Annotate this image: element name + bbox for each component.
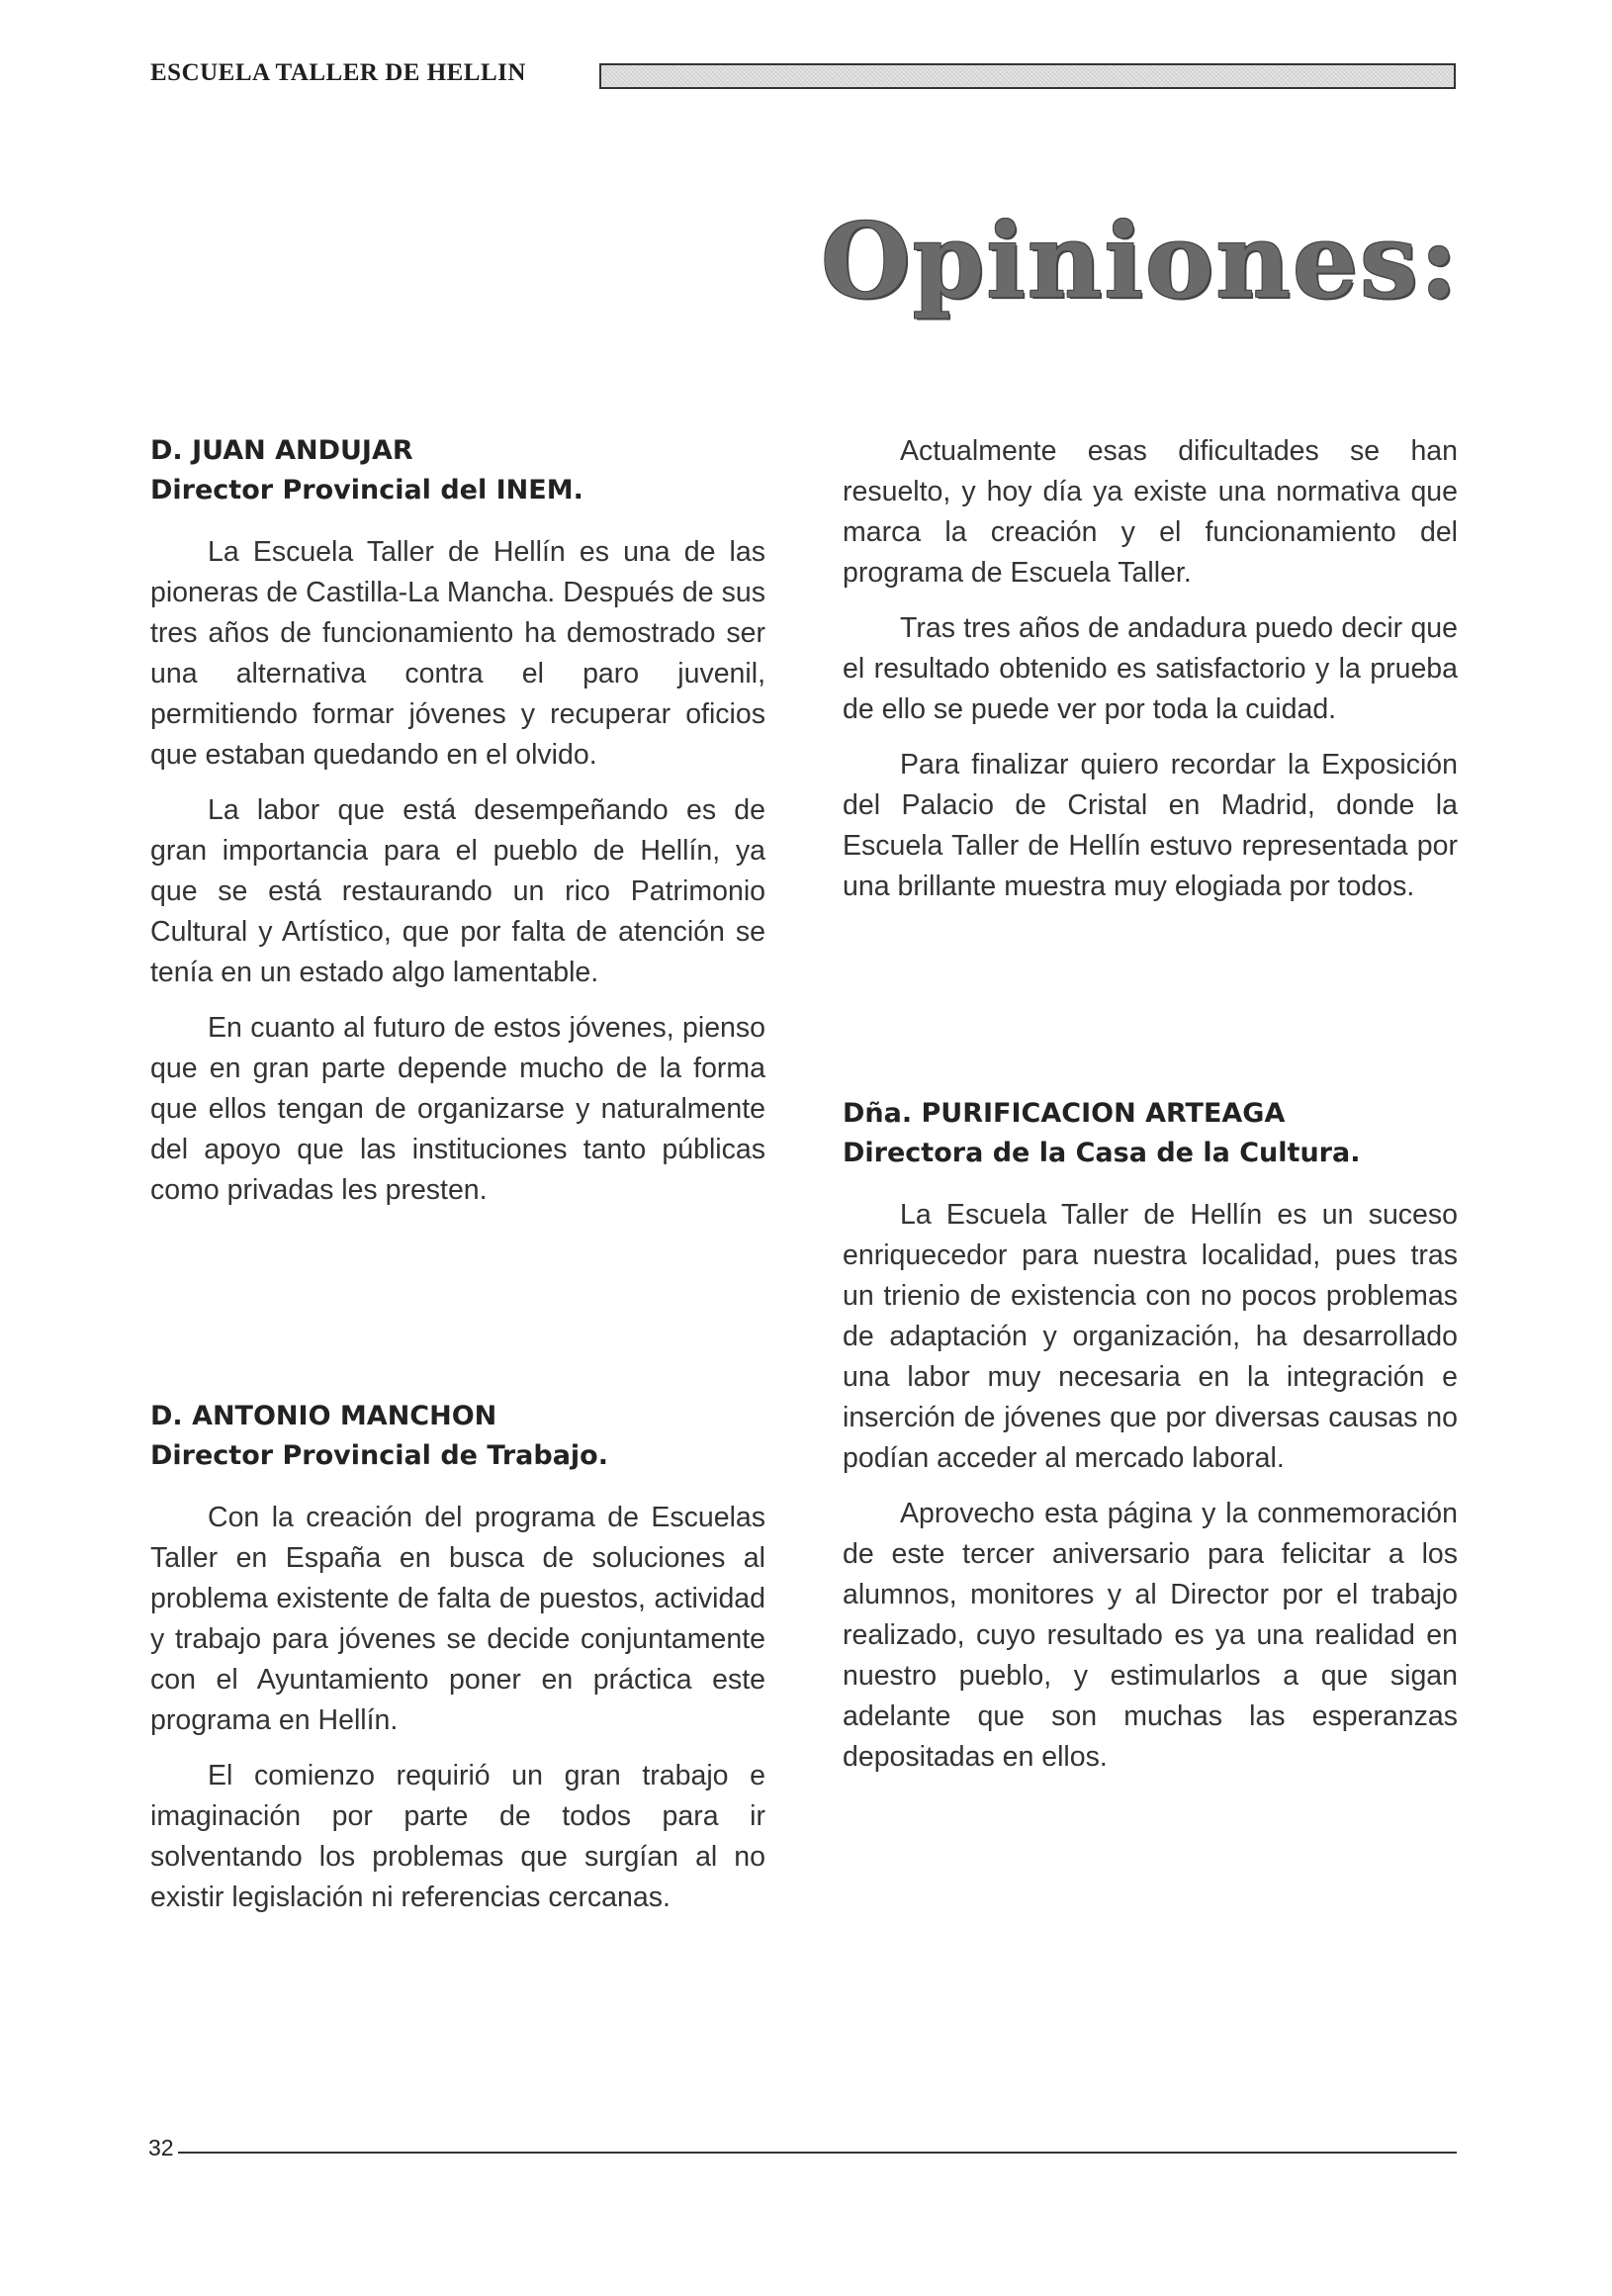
paragraph: El comienzo requirió un gran trabajo e imaginación por parte de todos para ir solventando los problemas que surgían al no existir legislación ni referencias cercanas. bbox=[150, 1760, 765, 1913]
header-title: ESCUELA TALLER DE HELLIN bbox=[150, 59, 526, 86]
paragraph: Tras tres años de andadura puedo decir que el resultado obtenido es satisfactorio y la prueba de ello se puede ver por toda la cuidad. bbox=[843, 612, 1458, 725]
paragraph: En cuanto al futuro de estos jóvenes, pienso que en gran parte depende mucho de la forma que ellos tengan de organizarse y naturalmente del apoyo que las instituciones tanto públicas como privadas les presten. bbox=[150, 1012, 765, 1206]
section-antonio-manchon-continuation bbox=[843, 431, 1458, 922]
paragraph: Para finalizar quiero recordar la Exposición del Palacio de Cristal en Madrid, donde la Escuela Taller de Hellín estuvo representada por una brillante muestra muy elogiada por todos. bbox=[843, 749, 1458, 902]
paragraph: La Escuela Taller de Hellín es una de las pioneras de Castilla-La Mancha. Después de sus tres años de funcionamiento ha demostrado ser una alternativa contra el paro juvenil, permitiendo formar jóvenes y recuperar oficios que estaban quedando en el olvido. bbox=[150, 536, 765, 771]
paragraph: La labor que está desempeñando es de gran importancia para el pueblo de Hellín, ya que se está restaurando un rico Patrimonio Cultural y Artístico, que por falta de atención se tenía en un estado algo lamentable. bbox=[150, 794, 765, 988]
header-decorative-bar bbox=[599, 63, 1456, 89]
paragraph: Actualmente esas dificultades se han resuelto, y hoy día ya existe una normativa que marca la creación y el funcionamiento del programa de Escuela Taller. bbox=[843, 435, 1458, 589]
section-antonio-manchon bbox=[150, 1397, 765, 1933]
section-author-name: D. ANTONIO MANCHON bbox=[150, 1401, 497, 1431]
footer-rule bbox=[178, 2152, 1457, 2154]
paragraph: La Escuela Taller de Hellín es un suceso enriquecedor para nuestra localidad, pues tras un trienio de existencia con no pocos problemas de adaptación y organización, ha desarrollado una labor muy necesaria en la integración e inserción de jóvenes que por diversas causas no podían acceder al mercado laboral. bbox=[843, 1199, 1458, 1474]
page-title: Opiniones: bbox=[820, 200, 1460, 321]
section-author-role: Director Provincial de Trabajo. bbox=[150, 1440, 608, 1471]
section-author-name: D. JUAN ANDUJAR bbox=[150, 435, 413, 466]
section-author-role: Directora de la Casa de la Cultura. bbox=[843, 1138, 1361, 1168]
paragraph: Aprovecho esta página y la conmemoración de este tercer aniversario para felicitar a los alumnos, monitores y al Director por el trabajo realizado, cuyo resultado es ya una realidad en nuestro pueblo, y estimularlos a que sigan adelante que son muchas las esperanzas depositadas en ellos. bbox=[843, 1498, 1458, 1773]
paragraph: Con la creación del programa de Escuelas Taller en España en busca de soluciones al problema existente de falta de puestos, actividad y trabajo para jóvenes se decide conjuntamente con el Ayuntamiento poner en práctica este programa en Hellín. bbox=[150, 1502, 765, 1736]
section-author-name: Dña. PURIFICACION ARTEAGA bbox=[843, 1098, 1286, 1129]
page-number: 32 bbox=[148, 2135, 174, 2160]
section-purificacion-arteaga bbox=[843, 1094, 1458, 1792]
section-author-role: Director Provincial del INEM. bbox=[150, 475, 583, 505]
section-juan-andujar bbox=[150, 431, 765, 1226]
